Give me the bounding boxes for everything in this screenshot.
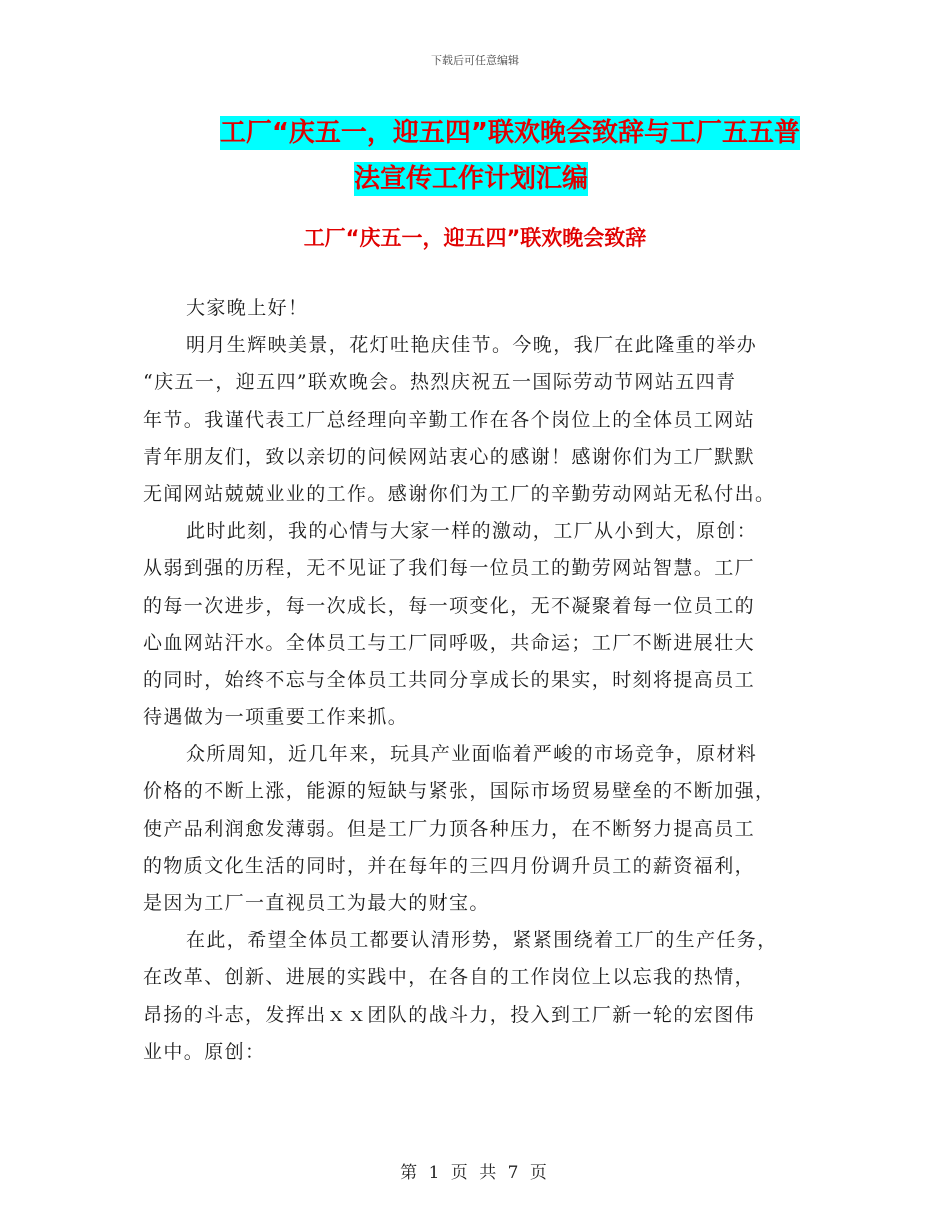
paragraph-line: 是因为工厂一直视员工为最大的财宝。 xyxy=(143,892,490,914)
document-title xyxy=(150,110,800,202)
paragraph-line: 昂扬的斗志，发挥出ｘｘ团队的战斗力，投入到工厂新一轮的宏图伟 xyxy=(143,1003,756,1026)
section-title: 工厂“庆五一，迎五四”联欢晚会致辞 xyxy=(303,226,647,250)
paragraph-line: 从弱到强的历程，无不见证了我们每一位员工的勤劳网站智慧。工厂 xyxy=(143,557,756,580)
page-number-footer: 第 1 页 共 7 页 xyxy=(400,1163,550,1183)
paragraph-line: 的物质文化生活的同时，并在每年的三四月份调升员工的薪资福利， xyxy=(143,854,756,877)
title-line-2: 法宣传工作计划汇编 xyxy=(354,164,589,194)
paragraph-line: 大家晚上好！ xyxy=(186,297,309,319)
paragraph-line: 的每一次进步，每一次成长，每一项变化，无不凝聚着每一位员工的 xyxy=(143,594,756,617)
paragraph-line: 众所周知，近几年来，玩具产业面临着严峻的市场竞争，原材料 xyxy=(186,743,758,766)
paragraph-line: 心血网站汗水。全体员工与工厂同呼吸，共命运；工厂不断进展壮大 xyxy=(143,631,756,654)
body-text xyxy=(143,290,813,1071)
paragraph-line: 业中。原创： xyxy=(143,1040,266,1063)
paragraph-line: 待遇做为一项重要工作来抓。 xyxy=(143,706,409,729)
paragraph-line: 青年朋友们，致以亲切的问候网站衷心的感谢！感谢你们为工厂默默 xyxy=(143,445,756,468)
paragraph-line: 无闻网站兢兢业业的工作。感谢你们为工厂的辛勤劳动网站无私付出。 xyxy=(143,482,776,505)
paragraph-line: 在改革、创新、进展的实践中，在各自的工作岗位上以忘我的热情， xyxy=(143,966,756,989)
paragraph-line: 在此，希望全体员工都要认清形势，紧紧围绕着工厂的生产任务， xyxy=(186,929,778,952)
paragraph-line: 此时此刻，我的心情与大家一样的激动，工厂从小到大，原创： xyxy=(186,520,758,543)
paragraph-line: 价格的不断上涨，能源的短缺与紧张，国际市场贸易壁垒的不断加强， xyxy=(143,780,776,803)
paragraph-line: 使产品利润愈发薄弱。但是工厂力顶各种压力，在不断努力提高员工 xyxy=(143,817,756,840)
title-line-1: 工厂“庆五一，迎五四”联欢晚会致辞与工厂五五普 xyxy=(219,118,800,148)
header-note: 下载后可任意编辑 xyxy=(431,54,519,67)
paragraph-line: 的同时，始终不忘与全体员工共同分享成长的果实，时刻将提高员工 xyxy=(143,668,756,691)
paragraph-line: “庆五一，迎五四”联欢晚会。热烈庆祝五一国际劳动节网站五四青 xyxy=(143,371,737,394)
paragraph-line: 年节。我谨代表工厂总经理向辛勤工作在各个岗位上的全体员工网站 xyxy=(143,408,756,431)
paragraph-line: 明月生辉映美景，花灯吐艳庆佳节。今晚，我厂在此隆重的举办 xyxy=(186,334,758,357)
